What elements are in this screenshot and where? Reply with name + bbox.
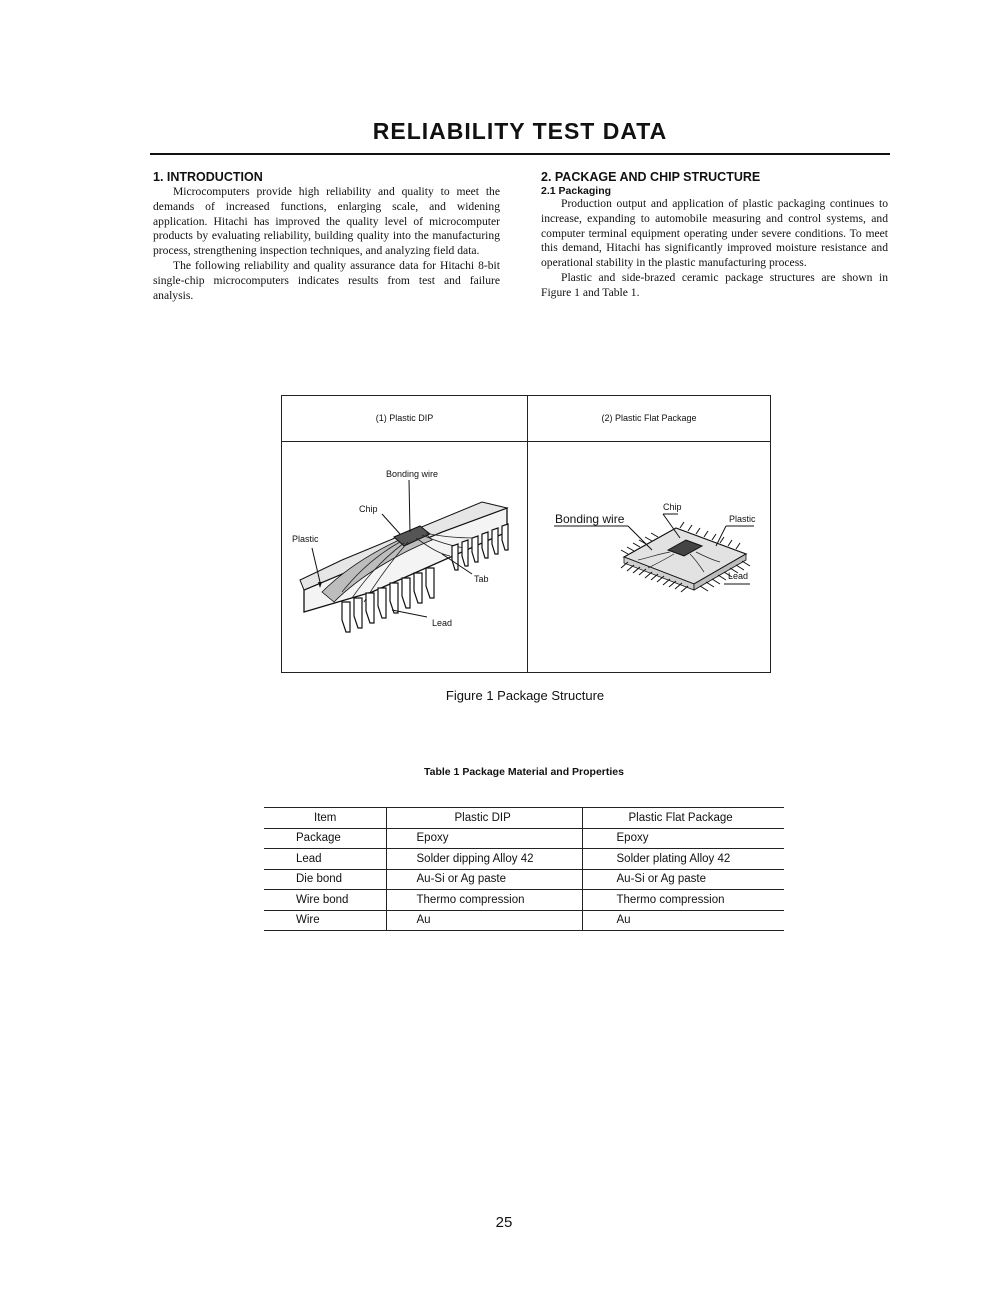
plastic-dip-illustration — [282, 442, 527, 671]
table-header-cell: Item — [264, 808, 386, 829]
flat-package-heading: (2) Plastic Flat Package — [528, 396, 770, 442]
table-row — [264, 890, 784, 911]
plastic-dip-heading: (1) Plastic DIP — [282, 396, 527, 442]
plastic-flat-package-panel — [528, 396, 770, 672]
flat-lead-label: Lead — [728, 571, 749, 581]
table-header-cell: Plastic DIP — [386, 808, 582, 829]
table-cell: Solder plating Alloy 42 — [582, 849, 784, 870]
packaging-paragraph: Production output and application of plastic packaging continues to increase, expanding to automobile measuring and control systems, and computer terminal equipment operating under severe conditions. To meet this demand, Hitachi has significantly improved moisture resistance and operational stability in the plastic manufacturing process. — [541, 197, 888, 270]
table-cell: Lead — [264, 849, 386, 870]
dip-bonding-wire-label: Bonding wire — [386, 469, 439, 479]
packaging-subheading: 2.1 Packaging — [541, 185, 612, 197]
page-number: 25 — [495, 1214, 513, 1231]
table-cell: Thermo compression — [582, 890, 784, 911]
table-cell: Thermo compression — [386, 890, 582, 911]
figure-caption: Figure 1 Package Structure — [445, 688, 605, 703]
package-structure-figure — [281, 395, 771, 673]
package-structure-heading: 2. PACKAGE AND CHIP STRUCTURE — [541, 170, 761, 184]
table-cell: Epoxy — [582, 828, 784, 849]
dip-lead-label: Lead — [432, 618, 453, 628]
title-rule — [150, 153, 890, 155]
table-cell: Epoxy — [386, 828, 582, 849]
table-row — [264, 828, 784, 849]
table-row — [264, 910, 784, 931]
flat-plastic-label: Plastic — [729, 514, 756, 524]
table-row — [264, 869, 784, 890]
dip-plastic-label: Plastic — [292, 534, 319, 544]
table-header-row — [264, 808, 784, 829]
table-cell: Au-Si or Ag paste — [582, 869, 784, 890]
table-header-cell: Plastic Flat Package — [582, 808, 784, 829]
dip-chip-label: Chip — [359, 504, 378, 514]
table-cell: Wire bond — [264, 890, 386, 911]
introduction-heading: 1. INTRODUCTION — [153, 170, 263, 184]
table-row — [264, 849, 784, 870]
flat-chip-label: Chip — [663, 502, 682, 512]
introduction-paragraph: The following reliability and quality assurance data for Hitachi 8-bit single-chip microcomputers indicates results from test and failure analysis. — [153, 258, 500, 302]
table-cell: Au — [582, 910, 784, 931]
table-cell: Solder dipping Alloy 42 — [386, 849, 582, 870]
package-structure-section — [541, 170, 888, 301]
introduction-section — [153, 170, 500, 303]
packaging-paragraph: Plastic and side-brazed ceramic package structures are shown in Figure 1 and Table 1. — [541, 270, 888, 299]
flat-package-illustration — [528, 442, 770, 671]
table-cell: Package — [264, 828, 386, 849]
plastic-dip-panel — [282, 396, 528, 672]
flat-bonding-wire-label: Bonding wire — [555, 512, 625, 526]
table-cell: Die bond — [264, 869, 386, 890]
table-cell: Wire — [264, 910, 386, 931]
dip-tab-label: Tab — [474, 574, 489, 584]
table-cell: Au-Si or Ag paste — [386, 869, 582, 890]
introduction-paragraph: Microcomputers provide high reliability and quality to meet the demands of increased functions, enlarging scale, and widening application. Hitachi has improved the quality level of microcomputer products by evaluating reliability, building quality into the manufacturing process, strengthening inspection techniques, and analyzing field data. — [153, 185, 500, 258]
table-cell: Au — [386, 910, 582, 931]
table-title: Table 1 Package Material and Properties — [424, 766, 624, 778]
package-properties-table — [264, 807, 784, 931]
page-title: RELIABILITY TEST DATA — [372, 118, 668, 144]
